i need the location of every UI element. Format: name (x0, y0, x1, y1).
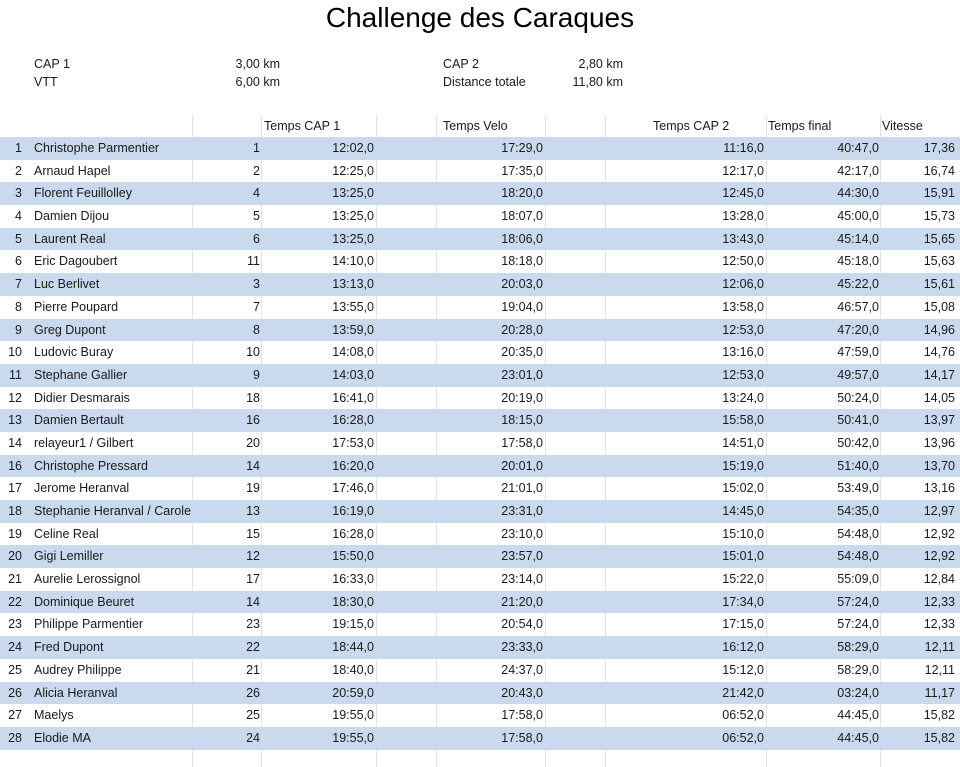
header-temps-velo: Temps Velo (443, 119, 508, 133)
rank-cell: 13 (8, 413, 22, 428)
time-velo: 18:20,0 (501, 186, 543, 201)
time-cap2: 13:16,0 (722, 345, 764, 360)
total-distance-value: 11,80 km (572, 75, 623, 89)
speed: 12,33 (923, 594, 955, 609)
table-row (0, 568, 960, 591)
time-velo: 18:07,0 (501, 209, 543, 224)
time-final: 45:18,0 (837, 254, 879, 269)
rank-cell: 26 (8, 685, 22, 700)
time-cap2: 12:53,0 (722, 367, 764, 382)
time-cap1: 16:33,0 (332, 572, 374, 587)
participant-name: Damien Bertault (34, 413, 124, 428)
time-final: 47:59,0 (837, 345, 879, 360)
participant-name: Maelys (34, 708, 74, 723)
time-final: 54:35,0 (837, 504, 879, 518)
rank-cell: 18 (8, 504, 22, 518)
time-cap2: 15:58,0 (722, 413, 764, 428)
time-velo: 23:01,0 (501, 367, 543, 382)
time-cap2: 13:24,0 (722, 390, 764, 405)
time-final: 57:24,0 (837, 594, 879, 609)
rank-cell: 24 (8, 640, 22, 655)
time-cap1: 14:03,0 (332, 367, 374, 382)
speed: 15,91 (923, 186, 955, 201)
speed: 16,74 (923, 163, 955, 178)
time-velo: 17:35,0 (501, 163, 543, 178)
header-temps-cap2: Temps CAP 2 (653, 119, 730, 133)
time-velo: 21:01,0 (501, 481, 543, 496)
speed: 13,16 (923, 481, 955, 496)
rank-cell: 6 (15, 254, 22, 269)
time-final: 50:41,0 (837, 413, 879, 428)
time-final: 55:09,0 (837, 572, 879, 587)
bib-number: 24 (246, 730, 260, 745)
time-cap1: 18:44,0 (332, 640, 374, 655)
time-cap2: 14:45,0 (722, 504, 764, 518)
cap1-label: CAP 1 (34, 57, 70, 71)
time-cap1: 18:30,0 (332, 594, 374, 609)
table-row (0, 523, 960, 546)
page-title: Challenge des Caraques (325, 2, 635, 33)
bib-number: 14 (246, 594, 260, 609)
bib-number: 5 (253, 209, 260, 224)
bib-number: 7 (253, 299, 260, 314)
time-cap2: 15:02,0 (722, 481, 764, 496)
bib-number: 13 (246, 504, 260, 518)
table-row (0, 409, 960, 432)
time-final: 44:30,0 (837, 186, 879, 201)
time-cap2: 14:51,0 (722, 435, 764, 450)
time-final: 57:24,0 (837, 617, 879, 632)
time-cap2: 21:42,0 (722, 685, 764, 700)
time-final: 54:48,0 (837, 549, 879, 564)
time-cap2: 12:45,0 (722, 186, 764, 201)
rank-cell: 17 (8, 481, 22, 496)
speed: 12,92 (923, 549, 955, 564)
time-cap1: 17:46,0 (332, 481, 374, 496)
header-temps-cap1: Temps CAP 1 (264, 119, 341, 133)
speed: 12,97 (923, 504, 955, 518)
rank-cell: 10 (8, 345, 22, 360)
participant-name: Celine Real (34, 526, 99, 541)
table-row (0, 477, 960, 500)
table-row (0, 341, 960, 364)
time-final: 50:24,0 (837, 390, 879, 405)
table-row (0, 250, 960, 273)
time-cap1: 15:50,0 (332, 549, 374, 564)
bib-number: 26 (246, 685, 260, 700)
time-cap1: 19:55,0 (332, 730, 374, 745)
table-row (0, 137, 960, 160)
rank-cell: 20 (8, 549, 22, 564)
time-velo: 20:28,0 (501, 322, 543, 337)
time-final: 50:42,0 (837, 435, 879, 450)
time-cap1: 13:25,0 (332, 231, 374, 246)
bib-number: 21 (246, 662, 260, 677)
time-velo: 18:06,0 (501, 231, 543, 246)
time-velo: 23:57,0 (501, 549, 543, 564)
vtt-value: 6,00 km (235, 75, 280, 89)
speed: 13,97 (923, 413, 955, 428)
participant-name: Didier Desmarais (34, 390, 130, 405)
time-cap2: 16:12,0 (722, 640, 764, 655)
participant-name: Audrey Philippe (34, 662, 122, 677)
time-cap2: 11:16,0 (723, 141, 764, 155)
participant-name: Gigi Lemiller (34, 549, 104, 564)
header-vitesse: Vitesse (882, 119, 923, 133)
table-row (0, 228, 960, 251)
rank-cell: 19 (8, 526, 22, 541)
time-final: 47:20,0 (837, 322, 879, 337)
participant-name: Christophe Parmentier (34, 141, 160, 155)
time-velo: 20:35,0 (501, 345, 543, 360)
time-final: 42:17,0 (837, 163, 879, 178)
time-cap1: 14:08,0 (332, 345, 374, 360)
time-final: 40:47,0 (837, 141, 879, 155)
participant-name: Stephane Gallier (34, 367, 128, 382)
bib-number: 2 (253, 163, 260, 178)
time-cap2: 15:12,0 (722, 662, 764, 677)
rank-cell: 14 (8, 435, 22, 450)
time-cap2: 12:17,0 (722, 163, 764, 178)
table-row (0, 182, 960, 205)
time-cap1: 12:25,0 (332, 163, 374, 178)
time-cap1: 16:41,0 (332, 390, 374, 405)
time-final: 51:40,0 (837, 458, 879, 473)
time-cap1: 13:59,0 (332, 322, 374, 337)
time-final: 45:14,0 (837, 231, 879, 246)
time-cap1: 17:53,0 (332, 435, 374, 450)
time-cap1: 19:15,0 (332, 617, 374, 632)
time-velo: 20:54,0 (501, 617, 543, 632)
participant-name: Florent Feuillolley (34, 186, 132, 201)
time-velo: 24:37,0 (501, 662, 543, 677)
time-velo: 21:20,0 (501, 594, 543, 609)
time-final: 44:45,0 (837, 730, 879, 745)
time-cap1: 18:40,0 (332, 662, 374, 677)
speed: 15,73 (923, 209, 955, 224)
time-velo: 17:58,0 (501, 730, 543, 745)
bib-number: 1 (253, 141, 260, 155)
bib-number: 25 (246, 708, 260, 723)
time-cap1: 13:25,0 (332, 186, 374, 201)
rank-cell: 4 (15, 209, 22, 224)
rank-cell: 3 (15, 186, 22, 201)
table-row (0, 319, 960, 342)
table-row (0, 364, 960, 387)
speed: 12,84 (923, 572, 955, 587)
time-velo: 20:01,0 (501, 458, 543, 473)
table-row (0, 500, 960, 523)
speed: 12,33 (923, 617, 955, 632)
rank-cell: 27 (8, 708, 22, 723)
time-final: 03:24,0 (837, 685, 879, 700)
participant-name: Eric Dagoubert (34, 254, 118, 269)
speed: 14,96 (923, 322, 955, 337)
total-distance-label: Distance totale (443, 75, 526, 89)
header-temps-final: Temps final (768, 119, 832, 133)
bib-number: 6 (253, 231, 260, 246)
participant-name: Alicia Heranval (34, 685, 118, 700)
time-velo: 20:03,0 (501, 277, 543, 292)
time-final: 53:49,0 (837, 481, 879, 496)
cap2-value: 2,80 km (578, 57, 623, 71)
speed: 15,08 (923, 299, 955, 314)
bib-number: 12 (246, 549, 260, 564)
rank-cell: 5 (15, 231, 22, 246)
time-cap2: 06:52,0 (722, 708, 764, 723)
time-velo: 17:58,0 (501, 708, 543, 723)
participant-name: Elodie MA (34, 730, 91, 745)
time-cap2: 06:52,0 (722, 730, 764, 745)
time-cap1: 16:20,0 (332, 458, 374, 473)
table-row (0, 296, 960, 319)
bib-number: 19 (246, 481, 260, 496)
speed: 14,05 (923, 390, 955, 405)
table-row (0, 455, 960, 478)
time-cap2: 17:34,0 (722, 594, 764, 609)
participant-name: Arnaud Hapel (34, 163, 111, 178)
rank-cell: 16 (8, 458, 22, 473)
speed: 15,61 (923, 277, 955, 292)
speed: 13,70 (923, 458, 955, 473)
bib-number: 22 (246, 640, 260, 655)
time-velo: 17:58,0 (501, 435, 543, 450)
participant-name: Dominique Beuret (34, 594, 135, 609)
time-cap1: 16:19,0 (332, 504, 374, 518)
table-row (0, 160, 960, 183)
time-velo: 23:14,0 (501, 572, 543, 587)
participant-name: Fred Dupont (34, 640, 104, 655)
speed: 13,96 (923, 435, 955, 450)
participant-name: Jerome Heranval (34, 481, 130, 496)
table-row (0, 591, 960, 614)
time-cap2: 13:28,0 (722, 209, 764, 224)
participant-name: Greg Dupont (34, 322, 106, 337)
speed: 14,17 (923, 367, 955, 382)
bib-number: 4 (253, 186, 260, 201)
table-row (0, 659, 960, 682)
time-velo: 17:29,0 (501, 141, 543, 155)
bib-number: 14 (246, 458, 260, 473)
table-row (0, 636, 960, 659)
rank-cell: 9 (15, 322, 22, 337)
time-cap2: 15:22,0 (722, 572, 764, 587)
rank-cell: 8 (15, 299, 22, 314)
speed: 15,65 (923, 231, 955, 246)
bib-number: 16 (246, 413, 260, 428)
table-row (0, 387, 960, 410)
rank-cell: 23 (8, 617, 22, 632)
bib-number: 18 (246, 390, 260, 405)
bib-number: 20 (246, 435, 260, 450)
rank-cell: 22 (8, 594, 22, 609)
rank-cell: 2 (15, 163, 22, 178)
rank-cell: 25 (8, 662, 22, 677)
time-final: 58:29,0 (837, 662, 879, 677)
time-cap2: 15:10,0 (722, 526, 764, 541)
time-final: 44:45,0 (837, 708, 879, 723)
time-velo: 23:31,0 (501, 504, 543, 518)
participant-name: Pierre Poupard (34, 299, 119, 314)
time-velo: 18:18,0 (501, 254, 543, 269)
table-row (0, 704, 960, 727)
speed: 17,36 (923, 141, 955, 155)
time-cap1: 16:28,0 (332, 413, 374, 428)
bib-number: 23 (246, 617, 260, 632)
time-velo: 19:04,0 (501, 299, 543, 314)
time-cap2: 15:19,0 (722, 458, 764, 473)
table-row (0, 545, 960, 568)
bib-number: 15 (246, 526, 260, 541)
participant-name: Aurelie Lerossignol (34, 572, 141, 587)
time-velo: 23:10,0 (501, 526, 543, 541)
rank-cell: 1 (15, 141, 22, 155)
time-cap2: 13:58,0 (722, 299, 764, 314)
participant-name: Philippe Parmentier (34, 617, 144, 632)
time-cap2: 12:50,0 (722, 254, 764, 269)
participant-name: Laurent Real (34, 231, 106, 246)
participant-name: relayeur1 / Gilbert (34, 435, 134, 450)
participant-name: Christophe Pressard (34, 458, 148, 473)
time-cap1: 14:10,0 (332, 254, 374, 269)
results-table (0, 137, 960, 750)
participant-name: Ludovic Buray (34, 345, 114, 360)
time-velo: 20:43,0 (501, 685, 543, 700)
table-row (0, 727, 960, 750)
speed: 14,76 (923, 345, 955, 360)
bib-number: 10 (246, 345, 260, 360)
time-cap2: 15:01,0 (722, 549, 764, 564)
table-row (0, 205, 960, 228)
rank-cell: 28 (8, 730, 22, 745)
vtt-label: VTT (34, 75, 58, 89)
time-final: 46:57,0 (837, 299, 879, 314)
bib-number: 3 (253, 277, 260, 292)
cap1-value: 3,00 km (235, 57, 280, 71)
bib-number: 17 (246, 572, 260, 587)
speed: 12,11 (924, 662, 955, 677)
time-final: 45:22,0 (837, 277, 879, 292)
participant-name: Stephanie Heranval / Carole (34, 504, 191, 518)
participant-name: Luc Berlivet (34, 277, 100, 292)
speed: 15,63 (923, 254, 955, 269)
speed: 15,82 (923, 730, 955, 745)
time-cap1: 13:25,0 (332, 209, 374, 224)
cap2-label: CAP 2 (443, 57, 479, 71)
time-final: 58:29,0 (837, 640, 879, 655)
time-final: 54:48,0 (837, 526, 879, 541)
speed: 11,17 (924, 685, 955, 700)
rank-cell: 7 (15, 277, 22, 292)
rank-cell: 21 (8, 572, 22, 587)
time-final: 49:57,0 (837, 367, 879, 382)
participant-name: Damien Dijou (34, 209, 110, 224)
table-row (0, 613, 960, 636)
rank-cell: 12 (8, 390, 22, 405)
speed: 12,92 (923, 526, 955, 541)
time-velo: 23:33,0 (501, 640, 543, 655)
bib-number: 11 (247, 254, 260, 269)
time-cap2: 12:06,0 (722, 277, 764, 292)
bib-number: 8 (253, 322, 260, 337)
time-cap1: 12:02,0 (332, 141, 374, 155)
time-velo: 20:19,0 (501, 390, 543, 405)
time-cap1: 16:28,0 (332, 526, 374, 541)
time-cap2: 12:53,0 (722, 322, 764, 337)
bib-number: 9 (253, 367, 260, 382)
speed: 12,11 (924, 640, 955, 655)
rank-cell: 11 (9, 367, 22, 382)
table-row (0, 682, 960, 705)
speed: 15,82 (923, 708, 955, 723)
time-cap1: 13:55,0 (332, 299, 374, 314)
time-velo: 18:15,0 (501, 413, 543, 428)
time-cap1: 13:13,0 (332, 277, 374, 292)
time-cap2: 17:15,0 (722, 617, 764, 632)
table-row (0, 432, 960, 455)
table-row (0, 273, 960, 296)
time-final: 45:00,0 (837, 209, 879, 224)
time-cap1: 19:55,0 (332, 708, 374, 723)
time-cap2: 13:43,0 (722, 231, 764, 246)
time-cap1: 20:59,0 (332, 685, 374, 700)
